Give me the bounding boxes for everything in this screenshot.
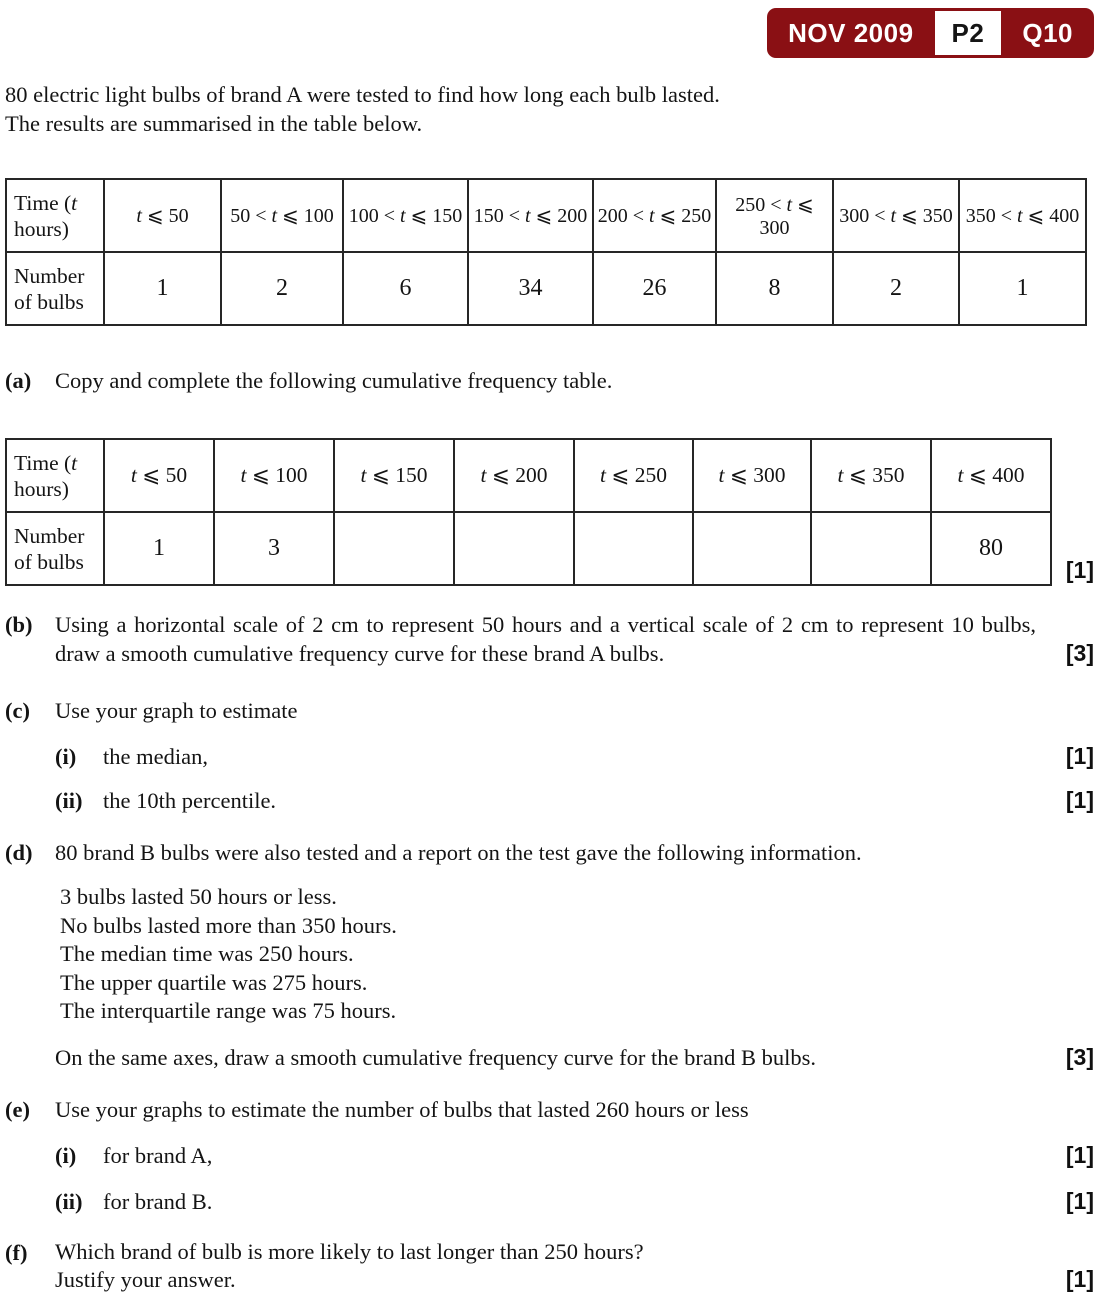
mark-part-f: [1]	[1065, 1265, 1094, 1292]
badge-session: NOV 2009	[788, 17, 914, 48]
bulb-count-cell: 1	[959, 252, 1086, 325]
part-f-line-1: Which brand of bulb is more likely to last longer than 250 hours?	[55, 1238, 644, 1264]
time-range-cell: 150 < t ⩽ 200	[468, 179, 593, 252]
time-range-cell: t ⩽ 100	[214, 439, 334, 512]
badge-question: Q10	[1022, 17, 1073, 48]
part-c-ii-label: (ii)	[55, 788, 83, 813]
time-range-cell: t ⩽ 200	[454, 439, 574, 512]
indent-spacer	[5, 742, 55, 771]
mark-part-b: [3]	[1065, 640, 1094, 666]
part-c-text: Use your graph to estimate	[55, 698, 298, 723]
fact-line: No bulbs lasted more than 350 hours.	[60, 912, 397, 938]
bulb-count-cell: 34	[468, 252, 593, 325]
time-range-cell: 250 < t ⩽ 300	[716, 179, 833, 252]
mark-part-e-i: [1]	[1065, 1141, 1094, 1168]
part-c-ii-text: the 10th percentile.	[103, 788, 277, 813]
question-part-d	[5, 838, 1094, 867]
part-e-i-label: (i)	[55, 1142, 77, 1168]
bulbs-row-header: Number of bulbs	[6, 252, 104, 325]
part-b-label: (b)	[5, 612, 33, 637]
question-part-a	[5, 366, 1094, 395]
indent-spacer	[5, 1187, 55, 1216]
part-a-label: (a)	[5, 368, 32, 393]
time-range-cell: t ⩽ 150	[334, 439, 454, 512]
question-part-e-i	[5, 1141, 1094, 1170]
part-e-i-text: for brand A,	[103, 1142, 213, 1168]
question-part-c-i	[5, 742, 1094, 771]
part-c-i-text: the median,	[103, 744, 208, 769]
question-part-c	[5, 696, 1094, 725]
question-part-f	[5, 1238, 1094, 1294]
part-f-text	[55, 1238, 1036, 1294]
part-d-closing-text: On the same axes, draw a smooth cumulative frequency curve for the brand B bulbs.	[55, 1044, 817, 1070]
badge-row	[5, 8, 1094, 58]
cumulative-count-cell-blank	[811, 512, 931, 585]
part-f-line-2: Justify your answer.	[55, 1266, 236, 1292]
part-c-label: (c)	[5, 698, 30, 723]
cumulative-count-cell: 3	[214, 512, 334, 585]
brand-b-facts-list	[60, 883, 1094, 1026]
cumulative-count-cell-blank	[334, 512, 454, 585]
time-range-cell: 100 < t ⩽ 150	[343, 179, 468, 252]
part-d-text: 80 brand B bulbs were also tested and a report on the test gave the following information.	[55, 840, 862, 865]
time-row-header: Time (t hours)	[6, 179, 104, 252]
cumulative-count-cell: 1	[104, 512, 214, 585]
time-range-cell: t ⩽ 300	[693, 439, 811, 512]
fact-line: The interquartile range was 75 hours.	[60, 998, 397, 1023]
time-range-cell: t ⩽ 50	[104, 439, 214, 512]
question-part-e	[5, 1095, 1094, 1124]
table-row	[6, 512, 1051, 585]
part-e-label: (e)	[5, 1096, 30, 1122]
question-part-d-closing	[5, 1043, 1094, 1072]
indent-spacer	[5, 786, 55, 815]
table-row	[6, 179, 1086, 252]
intro-line-2: The results are summarised in the table below.	[5, 110, 423, 136]
time-range-cell: 350 < t ⩽ 400	[959, 179, 1086, 252]
bulb-count-cell: 2	[833, 252, 959, 325]
time-row-header: Time (t hours)	[6, 439, 104, 512]
bulb-count-cell: 6	[343, 252, 468, 325]
mark-part-a: [1]	[1065, 557, 1094, 583]
time-range-cell: 300 < t ⩽ 350	[833, 179, 959, 252]
cumulative-frequency-table	[5, 438, 1052, 586]
intro-paragraph	[5, 81, 1094, 138]
time-range-cell: t ⩽ 50	[104, 179, 221, 252]
bulbs-row-header: Number of bulbs	[6, 512, 104, 585]
part-d-label: (d)	[5, 840, 33, 865]
indent-spacer	[5, 1141, 55, 1170]
bulb-count-cell: 2	[221, 252, 343, 325]
table-row	[6, 439, 1051, 512]
part-a-text: Copy and complete the following cumulative frequency table.	[55, 368, 613, 393]
mark-part-e-ii: [1]	[1065, 1187, 1094, 1214]
question-part-b	[5, 610, 1094, 668]
time-range-cell: t ⩽ 350	[811, 439, 931, 512]
cumulative-table-wrapper	[5, 438, 1094, 586]
session-badge	[767, 8, 1094, 58]
part-e-ii-text: for brand B.	[103, 1188, 213, 1214]
badge-paper: P2	[935, 11, 1002, 55]
intro-line-1: 80 electric light bulbs of brand A were tested to find how long each bulb lasted.	[5, 82, 720, 107]
part-f-label: (f)	[5, 1239, 28, 1265]
time-range-cell: 200 < t ⩽ 250	[593, 179, 716, 252]
fact-line: The upper quartile was 275 hours.	[60, 969, 368, 995]
cumulative-count-cell-blank	[693, 512, 811, 585]
table-row	[6, 252, 1086, 325]
part-c-i-label: (i)	[55, 744, 77, 769]
mark-part-c-ii: [1]	[1065, 787, 1094, 813]
cumulative-count-cell-blank	[574, 512, 693, 585]
part-b-text: Using a horizontal scale of 2 cm to represent 50 hours and a vertical scale of 2 cm to represent 10 bulbs, draw a smooth cumulative frequency curve for these brand A bulbs.	[55, 612, 1036, 666]
mark-part-d: [3]	[1065, 1043, 1094, 1070]
bulb-count-cell: 1	[104, 252, 221, 325]
time-range-cell: 50 < t ⩽ 100	[221, 179, 343, 252]
question-part-c-ii	[5, 786, 1094, 815]
part-e-text: Use your graphs to estimate the number of bulbs that lasted 260 hours or less	[55, 1096, 749, 1122]
time-range-cell: t ⩽ 250	[574, 439, 693, 512]
cumulative-count-cell: 80	[931, 512, 1051, 585]
bulb-count-cell: 26	[593, 252, 716, 325]
question-part-e-ii	[5, 1187, 1094, 1216]
time-range-cell: t ⩽ 400	[931, 439, 1051, 512]
cumulative-count-cell-blank	[454, 512, 574, 585]
part-e-ii-label: (ii)	[55, 1188, 83, 1214]
frequency-table-brand-a	[5, 178, 1087, 326]
fact-line: The median time was 250 hours.	[60, 941, 354, 966]
bulb-count-cell: 8	[716, 252, 833, 325]
indent-spacer	[5, 1043, 55, 1072]
mark-part-c-i: [1]	[1065, 743, 1094, 769]
fact-line: 3 bulbs lasted 50 hours or less.	[60, 884, 337, 909]
